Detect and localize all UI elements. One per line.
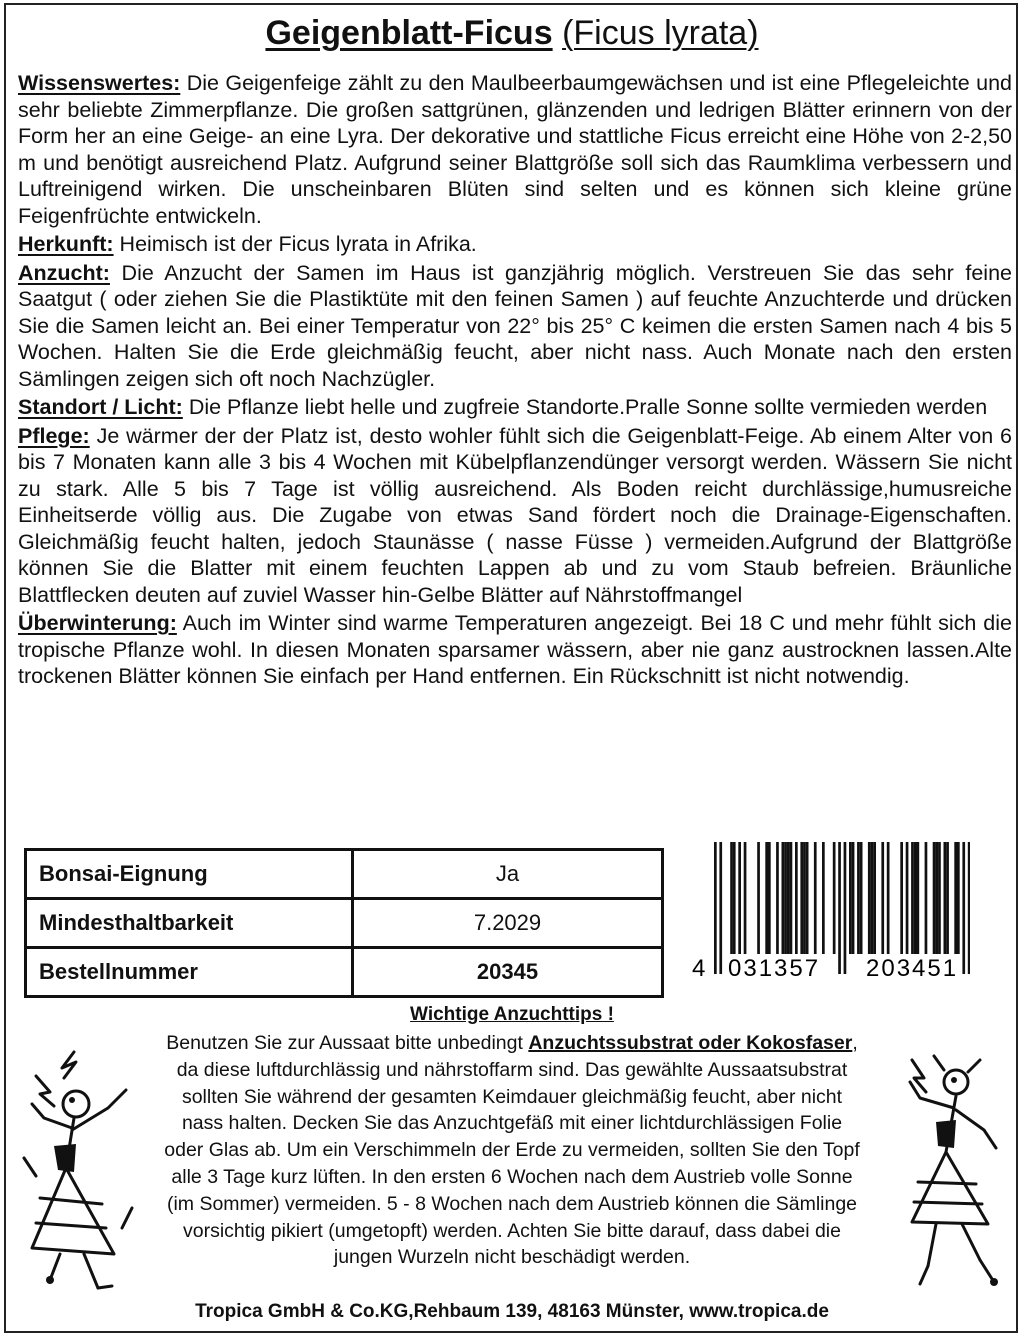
barcode-bar bbox=[946, 842, 949, 954]
barcode-bar bbox=[933, 842, 936, 954]
barcode-bar bbox=[857, 842, 860, 954]
barcode-left-digits: 031357 bbox=[728, 955, 821, 982]
section-anzucht bbox=[18, 260, 1012, 393]
barcode-bar bbox=[814, 842, 817, 954]
barcode-bar bbox=[730, 842, 733, 954]
barcode-bar bbox=[938, 842, 941, 954]
ean-barcode bbox=[690, 842, 970, 982]
title-common-name: Geigenblatt-Ficus bbox=[265, 14, 553, 52]
barcode-right-digits: 203451 bbox=[866, 955, 959, 982]
barcode-bar bbox=[954, 842, 957, 954]
barcode-bar bbox=[719, 842, 722, 974]
barcode-bar bbox=[784, 842, 787, 954]
barcode-bar bbox=[957, 842, 960, 954]
section-text: Heimisch ist der Ficus lyrata in Afrika. bbox=[119, 232, 477, 256]
barcode-bar bbox=[776, 842, 779, 954]
barcode-bar bbox=[790, 842, 793, 954]
table-value: Ja bbox=[353, 850, 663, 899]
table-value: 20345 bbox=[353, 948, 663, 997]
barcode-bar bbox=[744, 842, 747, 954]
barcode-bar bbox=[782, 842, 785, 954]
barcode-bar bbox=[925, 842, 928, 954]
table-row bbox=[26, 948, 663, 997]
dancing-figure-icon bbox=[14, 1048, 154, 1293]
tips-rest: , da diese luftdurchlässig und nährstoffarm sind. Das gewählte Aussaatsubstrat sollten Sie während der gesamten Keimdauer gleichmäßig feucht, aber nicht nass halten. Decken Sie das Anzuchtgefäß mit einer lichtdurchlässigen Folie oder Glas ab. Um ein Verschimmeln der Erde zu vermeiden, sollten Sie den Topf alle 3 Tage kurz lüften. In den ersten 6 Wochen nach dem Austrieb volle Sonne (im Sommer) vermeiden. 5 - 8 Wochen nach dem Austrieb können die Sämlinge vorsichtig pikiert (umgetopft) werden. Achten Sie bitte darauf, dass dabei die jungen Wurzeln nicht beschädigt werden. bbox=[164, 1032, 860, 1269]
tips-title: Wichtige Anzuchttips ! bbox=[410, 1004, 614, 1025]
barcode-bar bbox=[968, 842, 970, 974]
section-heading: Pflege: bbox=[18, 423, 90, 448]
barcode-bar bbox=[917, 842, 920, 954]
barcode-bar bbox=[935, 842, 938, 954]
table-value: 7.2029 bbox=[353, 899, 663, 948]
barcode-bar bbox=[881, 842, 884, 954]
barcode-bar bbox=[844, 842, 847, 974]
barcode-bar bbox=[838, 842, 841, 974]
section-standort bbox=[18, 394, 1012, 421]
barcode-bar bbox=[738, 842, 741, 954]
info-table bbox=[24, 848, 664, 998]
section-heading: Herkunft: bbox=[18, 232, 114, 256]
table-label: Bestellnummer bbox=[26, 948, 353, 997]
section-heading: Wissenswertes: bbox=[18, 71, 181, 95]
section-herkunft bbox=[18, 231, 1012, 258]
section-wissenswertes bbox=[18, 70, 1012, 229]
barcode-bar bbox=[768, 842, 771, 954]
section-heading: Standort / Licht: bbox=[18, 395, 183, 419]
barcode-bar bbox=[800, 842, 803, 954]
barcode-bar bbox=[962, 842, 965, 974]
page-title bbox=[0, 13, 1024, 53]
barcode-bar bbox=[900, 842, 903, 954]
care-text bbox=[18, 70, 1012, 692]
barcode-bar bbox=[887, 842, 890, 954]
barcode-bar bbox=[852, 842, 855, 954]
barcode-bar bbox=[833, 842, 836, 954]
dancing-figure-icon bbox=[884, 1052, 1014, 1292]
barcode-bar bbox=[944, 842, 947, 954]
barcode-bar bbox=[914, 842, 917, 954]
section-text: Die Pflanze liebt helle und zugfreie Standorte.Pralle Sonne sollte vermieden werden bbox=[188, 395, 988, 419]
section-heading: Anzucht: bbox=[18, 260, 110, 285]
barcode-bar bbox=[871, 842, 874, 954]
barcode-bar bbox=[757, 842, 760, 954]
table-label: Mindesthaltbarkeit bbox=[26, 899, 353, 948]
section-pflege bbox=[18, 423, 1012, 609]
barcode-first-digit: 4 bbox=[692, 955, 706, 982]
barcode-bar bbox=[803, 842, 806, 954]
table-label: Bonsai-Eignung bbox=[26, 850, 353, 899]
table-row bbox=[26, 850, 663, 899]
barcode-bar bbox=[906, 842, 909, 954]
barcode-bar bbox=[822, 842, 825, 954]
section-text: Die Geigenfeige zählt zu den Maulbeerbaumgewächsen und ist eine Pflegeleichte und sehr beliebte Zimmerpflanze. Die großen sattgrünen, glänzenden und ledrigen Blätter erinnern von der Form her an eine Geige- an eine Lyra. Der dekorative und stattliche Ficus erreicht eine Höhe von 2-2,50 m und benötigt ausreichend Platz. Aufgrund seiner Blattgröße soll sich das Raumklima verbessern und Luftreinigend wirken. Die unscheinbaren Blüten sind selten und es können sich kleine grüne Feigenfrüchte entwickeln. bbox=[18, 71, 1012, 228]
title-latin-name: (Ficus lyrata) bbox=[562, 14, 759, 52]
footer-address: Tropica GmbH & Co.KG,Rehbaum 139, 48163 Münster, www.tropica.de bbox=[195, 1301, 829, 1322]
tips-text bbox=[160, 1030, 864, 1271]
barcode-bar bbox=[868, 842, 871, 954]
section-ueberwinterung bbox=[18, 610, 1012, 690]
tips-highlight: Anzuchtssubstrat oder Kokosfaser bbox=[528, 1032, 853, 1054]
barcode-bar bbox=[733, 842, 736, 954]
barcode-bar bbox=[860, 842, 863, 954]
tips-intro: Benutzen Sie zur Aussaat bitte unbedingt bbox=[166, 1032, 523, 1054]
barcode-bar bbox=[873, 842, 876, 954]
barcode-bar bbox=[806, 842, 809, 954]
barcode-bar bbox=[714, 842, 717, 974]
barcode-bar bbox=[787, 842, 790, 954]
section-text: Die Anzucht der Samen im Haus ist ganzjährig möglich. Verstreuen Sie das sehr feine Saatgut ( oder ziehen Sie die Plastiktüte mit den feinen Samen ) auf feuchte Anzuchterde und drücken Sie die Samen leicht an. Bei einer Temperatur von 22° bis 25° C keimen die ersten Samen nach 4 bis 5 Wochen. Halten Sie die Erde gleichmäßig feucht, aber nicht nass. Auch Monate nach den ersten Sämlingen zeigen sich oft noch Nachzügler. bbox=[18, 260, 1012, 391]
barcode-bar bbox=[795, 842, 798, 954]
section-text: Je wärmer der der Platz ist, desto wohler fühlt sich die Geigenblatt-Feige. Ab einem Alter von 6 bis 7 Monaten kann alle 3 bis 4 Wochen mit Kübelpflanzendünger versorgt werden. Wässern Sie nicht zu stark. Alle 5 bis 7 Tage ist völlig ausreichend. Als Boden reicht durchlässige,humusreiche Einheitserde völlig aus. Die Zugabe von etwas Sand fördert noch die Drainage-Eigenschaften. Gleichmäßig feucht halten, jedoch Staunässe ( nasse Füsse ) vermeiden.Aufgrund der Blattgröße können Sie die Blatter mit einem feuchten Lappen ab und zu vom Staub befreien. Bräunliche Blattflecken deuten auf zuviel Wasser hin-Gelbe Blätter auf Nährstoffmangel bbox=[18, 423, 1012, 607]
barcode-bar bbox=[849, 842, 852, 954]
section-text: Auch im Winter sind warme Temperaturen angezeigt. Bei 18 C und mehr fühlt sich die tropische Pflanze wohl. In diesen Monaten sparsamer wässern, aber nie ganz austrocknen lassen.Alte trockenen Blätter können Sie einfach per Hand entfernen. Ein Rückschnitt ist nicht notwendig. bbox=[18, 611, 1012, 688]
table-row bbox=[26, 899, 663, 948]
section-heading: Überwinterung: bbox=[18, 611, 177, 635]
barcode-bar bbox=[911, 842, 914, 954]
barcode-bar bbox=[765, 842, 768, 954]
